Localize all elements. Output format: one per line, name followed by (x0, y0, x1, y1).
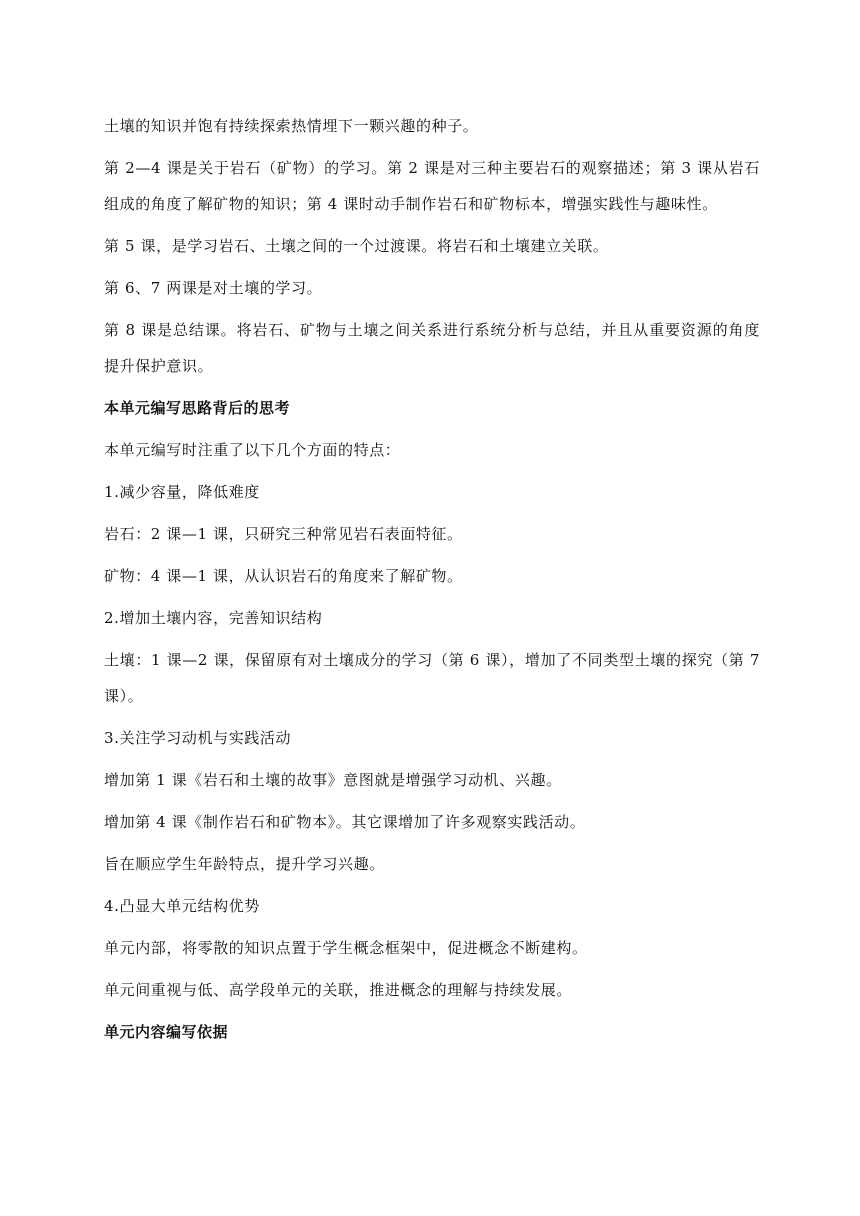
paragraph: 第 2—4 课是关于岩石（矿物）的学习。第 2 课是对三种主要岩石的观察描述；第 3 课从岩石组成的角度了解矿物的知识；第 4 课时动手制作岩石和矿物标本，增强实践性与趣味性。 (104, 159, 760, 213)
paragraph: 第 8 课是总结课。将岩石、矿物与土壤之间关系进行系统分析与总结，并且从重要资源的角度提升保护意识。 (104, 321, 760, 375)
paragraph: 岩石：2 课—1 课，只研究三种常见岩石表面特征。 (104, 525, 463, 543)
paragraph: 单元间重视与低、高学段单元的关联，推进概念的理解与持续发展。 (104, 981, 573, 999)
list-item-heading: 3.关注学习动机与实践活动 (104, 729, 292, 747)
paragraph: 本单元编写时注重了以下几个方面的特点： (104, 441, 401, 459)
list-item-heading: 2.增加土壤内容，完善知识结构 (104, 609, 323, 627)
paragraph: 旨在顺应学生年龄特点，提升学习兴趣。 (104, 855, 385, 873)
paragraph: 增加第 4 课《制作岩石和矿物本》。其它课增加了许多观察实践活动。 (104, 813, 586, 831)
list-item-heading: 4.凸显大单元结构优势 (104, 897, 260, 915)
paragraph: 单元内部，将零散的知识点置于学生概念框架中，促进概念不断建构。 (104, 939, 588, 957)
paragraph: 第 6、7 两课是对土壤的学习。 (104, 279, 323, 297)
paragraph: 第 5 课，是学习岩石、土壤之间的一个过渡课。将岩石和土壤建立关联。 (104, 237, 609, 255)
paragraph: 土壤：1 课—2 课，保留原有对土壤成分的学习（第 6 课），增加了不同类型土壤的探究（第 7 课）。 (104, 651, 760, 705)
section-heading: 单元内容编写依据 (104, 1023, 229, 1041)
paragraph: 矿物：4 课—1 课，从认识岩石的角度来了解矿物。 (104, 567, 463, 585)
list-item-heading: 1.减少容量，降低难度 (104, 483, 260, 501)
section-heading: 本单元编写思路背后的思考 (104, 399, 291, 417)
paragraph: 增加第 1 课《岩石和土壤的故事》意图就是增强学习动机、兴趣。 (104, 771, 562, 789)
paragraph: 土壤的知识并饱有持续探索热情埋下一颗兴趣的种子。 (104, 117, 479, 135)
